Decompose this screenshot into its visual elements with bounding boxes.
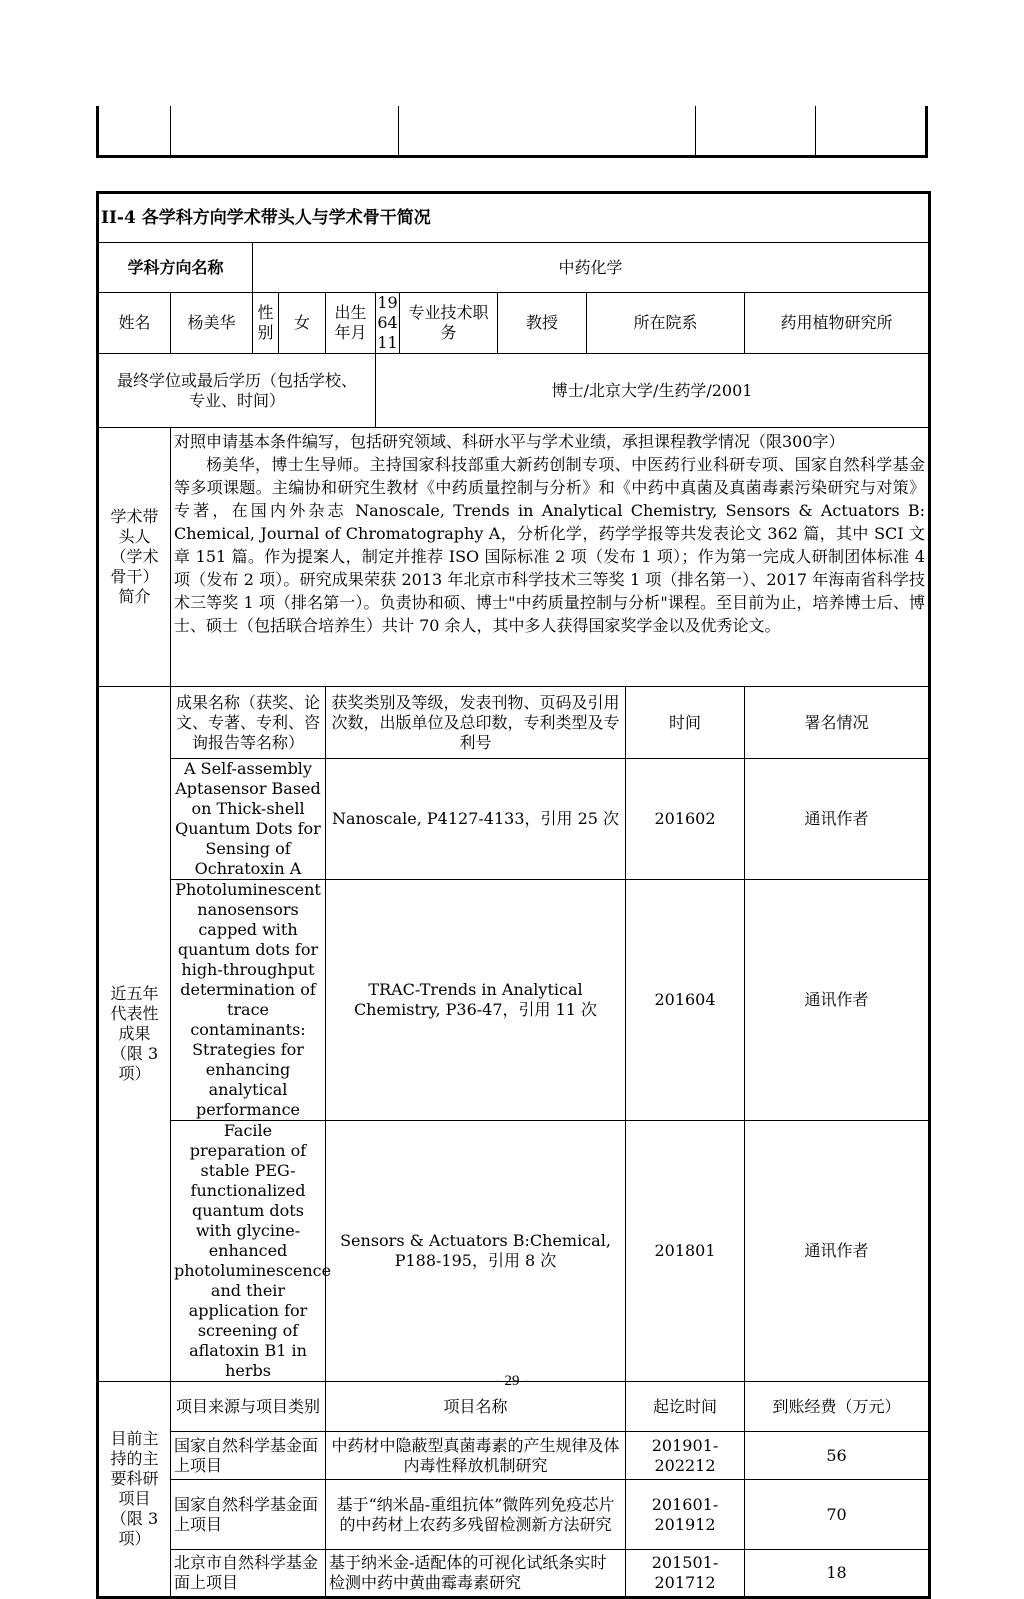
empty-cell (171, 106, 399, 156)
previous-table-fragment (96, 106, 928, 158)
section-title: II-4 各学科方向学术带头人与学术骨干简况 (98, 193, 930, 243)
discipline-label: 学科方向名称 (98, 243, 253, 293)
gender-value: 女 (279, 293, 326, 354)
discipline-value: 中药化学 (253, 243, 930, 293)
birth-value: 196411 (377, 293, 398, 352)
achievements-header-name: 成果名称（获奖、论文、专著、专利、咨询报告等名称） (171, 687, 326, 759)
dept-value: 药用植物研究所 (745, 293, 930, 354)
achievement-author: 通讯作者 (745, 880, 930, 1121)
achievement-author: 通讯作者 (745, 1121, 930, 1382)
empty-cell (696, 106, 815, 156)
achievements-header-detail: 获奖类别及等级，发表刊物、页码及引用次数，出版单位及总印数，专利类型及专利号 (326, 687, 626, 759)
project-period: 201901-202212 (626, 1432, 745, 1480)
degree-label: 最终学位或最后学历（包括学校、专业、时间） (98, 354, 376, 428)
table-row (98, 1480, 930, 1550)
achievement-name: Facile preparation of stable PEG-functionalized quantum dots with glycine-enhanced photoluminescence and their application for screening of aflatoxin B1 in herbs (171, 1121, 326, 1382)
name-value: 杨美华 (171, 293, 253, 354)
achievements-label: 近五年代表性成果（限 3 项） (98, 687, 171, 1382)
table-row (98, 880, 930, 1121)
degree-value: 博士/北京大学/生药学/2001 (376, 354, 930, 428)
empty-cell (399, 106, 696, 156)
achievement-author: 通讯作者 (745, 759, 930, 880)
project-period: 201501-201712 (626, 1550, 745, 1598)
project-source: 北京市自然科学基金面上项目 (171, 1550, 326, 1598)
bio-label: 学术带头人（学术骨干）简介 (98, 428, 171, 687)
table-row (98, 759, 930, 880)
project-source: 国家自然科学基金面上项目 (171, 1432, 326, 1480)
project-funding: 70 (745, 1480, 930, 1550)
achievement-name: Photoluminescent nanosensors capped with quantum dots for high-throughput determination of trace contaminants: Strategies for enhancing analytical performance (171, 880, 326, 1121)
project-name: 基于纳米金-适配体的可视化试纸条实时检测中药中黄曲霉毒素研究 (326, 1550, 626, 1598)
achievement-name: A Self-assembly Aptasensor Based on Thick-shell Quantum Dots for Sensing of Ochratoxin A (171, 759, 326, 880)
project-funding: 56 (745, 1432, 930, 1480)
table-row (98, 1550, 930, 1598)
title-value: 教授 (498, 293, 587, 354)
page-number: - 29 - (495, 1373, 529, 1389)
achievement-detail: TRAC-Trends in Analytical Chemistry, P36-47，引用 11 次 (326, 880, 626, 1121)
project-name: 基于“纳米晶-重组抗体”微阵列免疫芯片的中药材上农药多残留检测新方法研究 (326, 1480, 626, 1550)
achievements-header-time: 时间 (626, 687, 745, 759)
empty-cell (815, 106, 926, 156)
projects-header-source: 项目来源与项目类别 (171, 1382, 326, 1432)
bio-instruction: 对照申请基本条件编写，包括研究领域、科研水平与学术业绩，承担课程教学情况（限300字） (174, 432, 845, 451)
table-row (98, 1432, 930, 1480)
title-label: 专业技术职 务 (400, 293, 498, 354)
project-funding: 18 (745, 1550, 930, 1598)
achievement-detail: Sensors & Actuators B:Chemical, P188-195，引用 8 次 (326, 1121, 626, 1382)
bio-content (171, 428, 930, 687)
achievement-detail: Nanoscale, P4127-4133，引用 25 次 (326, 759, 626, 880)
gender-label: 性别 (253, 293, 279, 354)
birth-label: 出生年月 (326, 293, 376, 354)
achievement-time: 201604 (626, 880, 745, 1121)
achievements-header-author: 署名情况 (745, 687, 930, 759)
dept-label: 所在院系 (587, 293, 745, 354)
project-source: 国家自然科学基金面上项目 (171, 1480, 326, 1550)
projects-header-name: 项目名称 (326, 1382, 626, 1432)
achievement-time: 201602 (626, 759, 745, 880)
name-label: 姓名 (98, 293, 171, 354)
empty-cell (98, 106, 171, 156)
project-period: 201601-201912 (626, 1480, 745, 1550)
projects-header-funding: 到账经费（万元） (745, 1382, 930, 1432)
projects-header-period: 起讫时间 (626, 1382, 745, 1432)
achievement-time: 201801 (626, 1121, 745, 1382)
bio-text: 杨美华，博士生导师。主持国家科技部重大新药创制专项、中医药行业科研专项、国家自然科学基金等多项课题。主编协和研究生教材《中药质量控制与分析》和《中药中真菌及真菌毒素污染研究与对策》专著，在国内外杂志 Nanoscale, Trends in Analytical Chemistry, Sensors & Actuators B: Chemical, Journal of Chromatography A，分析化学，药学学报等共发表论文 362 篇，其中 SCI 文章 151 篇。作为提案人，制定并推荐 ISO 国际标准 2 项（发布 1 项）；作为第一完成人研制团体标准 4 项（发布 2 项）。研究成果荣获 2013 年北京市科学技术三等奖 1 项（排名第一）、2017 年海南省科学技术三等奖 1 项（排名第一）。负责协和硕、博士"中药质量控制与分析"课程。至目前为止，培养博士后、博士、硕士（包括联合培养生）共计 70 余人，其中多人获得国家奖学金以及优秀论文。 (174, 455, 926, 635)
projects-label: 目前主持的主要科研项目（限 3 项） (98, 1382, 171, 1598)
project-name: 中药材中隐蔽型真菌毒素的产生规律及体内毒性释放机制研究 (326, 1432, 626, 1480)
table-row (98, 1121, 930, 1382)
